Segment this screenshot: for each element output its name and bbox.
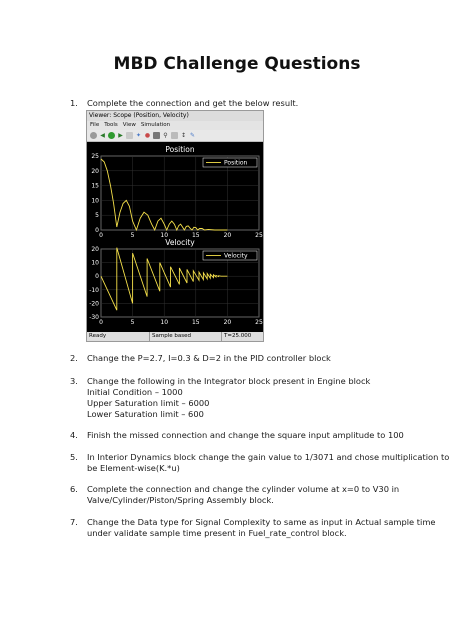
x-tick-label: 20 <box>223 232 232 239</box>
viewer-statusbar <box>87 332 263 341</box>
question-number: 4. <box>70 430 78 440</box>
question-text: under validate sample time present in Fuel_rate_control block. <box>87 528 347 538</box>
y-tick-label: 15 <box>91 182 99 190</box>
y-tick-label: -30 <box>89 314 99 321</box>
plot-area <box>87 142 263 332</box>
scope-plots <box>87 142 263 332</box>
y-tick-label: -10 <box>89 286 99 294</box>
question-text: Change the Data type for Signal Complexity to same as input in Actual sample time <box>87 517 436 527</box>
x-tick-label: 5 <box>130 319 135 326</box>
zoom-icon[interactable]: ⚲ <box>163 132 168 139</box>
question-text: Finish the missed connection and change the square input amplitude to 100 <box>87 430 404 440</box>
autoscale-icon[interactable] <box>171 132 178 139</box>
question-number: 2. <box>70 353 78 363</box>
question-text: Change the following in the Integrator block present in Engine block <box>87 376 371 386</box>
question-number: 5. <box>70 452 78 462</box>
chart-title: Position <box>165 145 195 154</box>
question-text: Change the P=2.7, I=0.3 & D=2 in the PID controller block <box>87 353 331 363</box>
highlight-icon[interactable]: ✦ <box>135 132 142 139</box>
x-tick-label: 10 <box>160 232 169 239</box>
status-time: T=25.000 <box>221 332 251 341</box>
question-text: Complete the connection and get the below result. <box>87 98 299 108</box>
y-tick-label: 0 <box>95 273 99 281</box>
x-tick-label: 5 <box>130 232 135 239</box>
x-tick-label: 20 <box>223 319 232 326</box>
step-back-icon[interactable]: ◀ <box>100 132 105 139</box>
step-forward-icon[interactable]: ▶ <box>118 132 123 139</box>
record-icon[interactable]: ● <box>144 132 151 139</box>
viewer-menubar <box>87 121 263 130</box>
scope-viewer-window <box>86 110 264 342</box>
x-tick-label: 0 <box>99 319 103 326</box>
question-number: 3. <box>70 376 78 386</box>
menu-file[interactable]: File <box>90 122 100 128</box>
legend-label: Position <box>224 159 248 167</box>
stop-icon[interactable] <box>126 132 133 139</box>
y-tick-label: 25 <box>91 153 99 160</box>
y-tick-label: 10 <box>91 197 99 205</box>
question-number: 7. <box>70 517 78 527</box>
menu-tools[interactable]: Tools <box>104 122 118 128</box>
viewer-toolbar <box>87 130 263 142</box>
y-tick-label: 0 <box>95 227 99 234</box>
question-text: Upper Saturation limit – 6000 <box>87 398 210 408</box>
x-tick-label: 25 <box>255 319 263 326</box>
page-title: MBD Challenge Questions <box>113 54 361 74</box>
chart-title: Velocity <box>165 238 195 247</box>
cursor-icon[interactable]: ↕ <box>180 132 187 139</box>
camera-icon[interactable] <box>153 132 160 139</box>
viewer-titlebar: Viewer: Scope (Position, Velocity) <box>87 111 263 121</box>
x-tick-label: 15 <box>191 232 200 239</box>
status-ready: Ready <box>89 333 107 339</box>
y-tick-label: 20 <box>91 167 99 175</box>
status-sample-based: Sample based <box>149 332 191 341</box>
question-text: Lower Saturation limit – 600 <box>87 409 204 419</box>
x-tick-label: 10 <box>160 319 169 326</box>
x-tick-label: 0 <box>99 232 103 239</box>
run-icon[interactable] <box>108 132 115 139</box>
y-tick-label: 10 <box>91 259 99 267</box>
question-number: 6. <box>70 484 78 494</box>
question-text: In Interior Dynamics block change the gain value to 1/3071 and chose multiplication to <box>87 452 450 462</box>
y-tick-label: 5 <box>95 212 99 220</box>
question-text: Initial Condition – 1000 <box>87 387 183 397</box>
question-text: be Element-wise(K.*u) <box>87 463 180 473</box>
question-number: 1. <box>70 98 78 108</box>
legend-label: Velocity <box>224 252 248 260</box>
menu-simulation[interactable]: Simulation <box>140 122 171 128</box>
x-tick-label: 25 <box>255 232 263 239</box>
edit-icon[interactable]: ✎ <box>189 132 196 139</box>
question-text: Complete the connection and change the cylinder volume at x=0 to V30 in <box>87 484 400 494</box>
x-tick-label: 15 <box>191 319 200 326</box>
menu-view[interactable]: View <box>122 122 136 128</box>
y-tick-label: -20 <box>89 300 99 308</box>
settings-icon[interactable] <box>90 132 97 139</box>
question-text: Valve/Cylinder/Piston/Spring Assembly block. <box>87 495 274 505</box>
y-tick-label: 20 <box>91 246 99 253</box>
